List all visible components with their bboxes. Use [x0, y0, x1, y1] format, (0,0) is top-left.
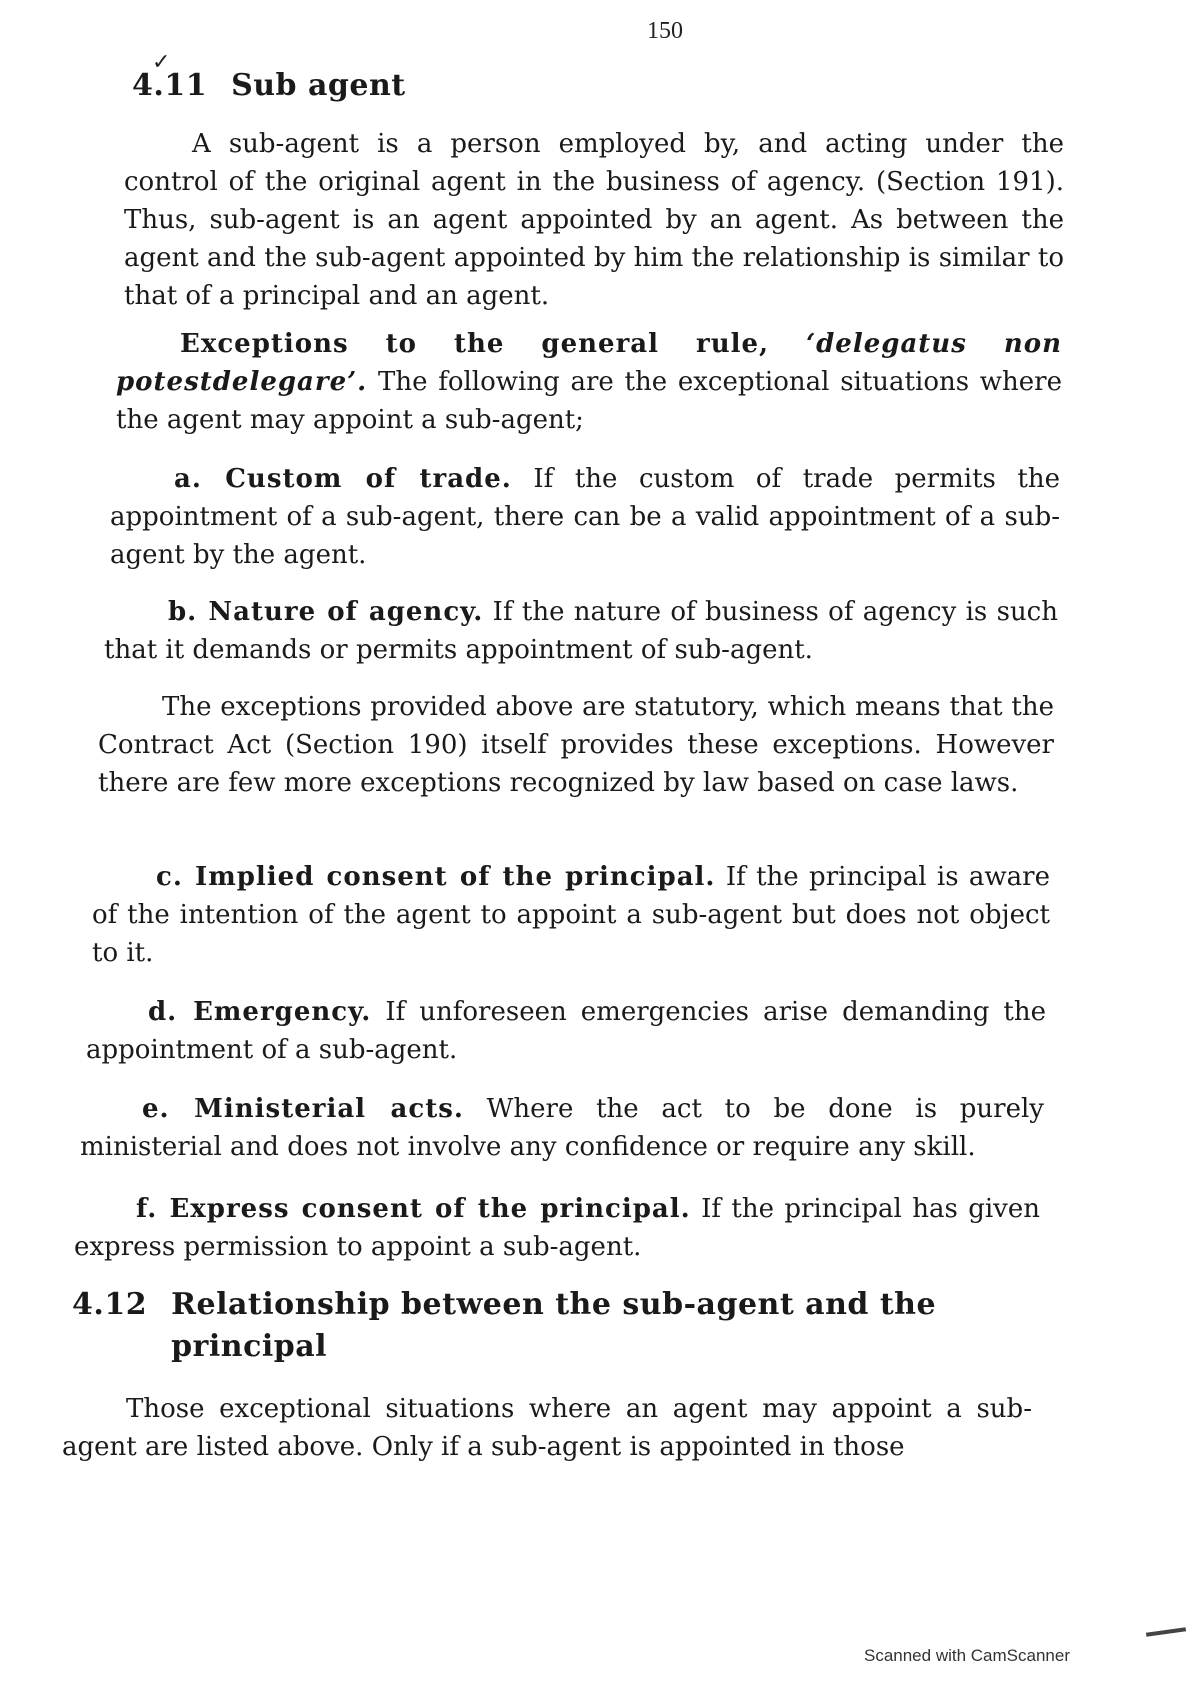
list-item-b — [104, 593, 1058, 669]
list-item-d — [86, 993, 1046, 1069]
item-b-text: If the nature of business of agency is such that it demands or permits appointment of sub-agent. — [104, 597, 1058, 665]
exceptions-lead: Exceptions to the general rule, — [180, 329, 807, 359]
item-d-text: If unforeseen emergencies arise demanding the appointment of a sub-agent. — [86, 997, 1047, 1065]
page-number: 150 — [647, 18, 683, 44]
paragraph-closing: Those exceptional situations where an agent may appoint a sub-agent are listed above. Only if a sub-agent is appointed in those — [62, 1394, 1032, 1462]
item-b-lead: b. Nature of agency. — [168, 597, 484, 627]
paragraph-exceptions — [116, 325, 1062, 439]
scanner-watermark: Scanned with CamScanner — [863, 1646, 1070, 1665]
section-title: Sub agent — [231, 68, 406, 103]
exceptions-text: The following are the exceptional situations where the agent may appoint a sub-agent; — [116, 367, 1062, 435]
list-item-c — [92, 858, 1050, 972]
item-f-lead: f. Express consent of the principal. — [136, 1194, 691, 1224]
list-item-e — [80, 1090, 1044, 1166]
item-e-lead: e. Ministerial acts. — [142, 1094, 464, 1124]
scan-edge-mark — [1146, 1627, 1186, 1637]
section-number: 4.11 — [132, 68, 208, 103]
section-heading-4-12 — [72, 1284, 1082, 1368]
check-mark-icon: ✓ — [152, 50, 171, 75]
item-f-text: If the principal has given express permission to appoint a sub-agent. — [74, 1194, 1040, 1262]
latin-maxim: ‘delegatus non potestdelegare’. — [116, 329, 1062, 397]
item-e-text: Where the act to be done is purely ministerial and does not involve any confidence or require any skill. — [80, 1094, 1044, 1162]
list-item-a — [110, 460, 1060, 574]
paragraph-statutory: The exceptions provided above are statutory, which means that the Contract Act (Section 190) itself provides these exceptions. However there are few more exceptions recognized by law based on case laws. — [98, 692, 1054, 798]
section-heading-4-11 — [132, 68, 406, 103]
section-title: Relationship between the sub-agent and the principal — [171, 1287, 937, 1364]
section-number: 4.12 — [72, 1287, 148, 1322]
paragraph-definition: A sub-agent is a person employed by, and acting under the control of the original agent in the business of agency. (Section 191). Thus, sub-agent is an agent appointed by an agent. As between the agent and the sub-agent appointed by him the relationship is similar to that of a principal and an agent. — [124, 129, 1064, 311]
list-item-f — [74, 1190, 1040, 1266]
item-c-text: If the principal is aware of the intention of the agent to appoint a sub-agent but does not object to it. — [92, 862, 1050, 968]
item-a-lead: a. Custom of trade. — [174, 464, 512, 494]
item-a-text: If the custom of trade permits the appointment of a sub-agent, there can be a valid appointment of a sub-agent by the agent. — [110, 464, 1060, 570]
item-c-lead: c. Implied consent of the principal. — [156, 862, 716, 892]
item-d-lead: d. Emergency. — [148, 997, 372, 1027]
